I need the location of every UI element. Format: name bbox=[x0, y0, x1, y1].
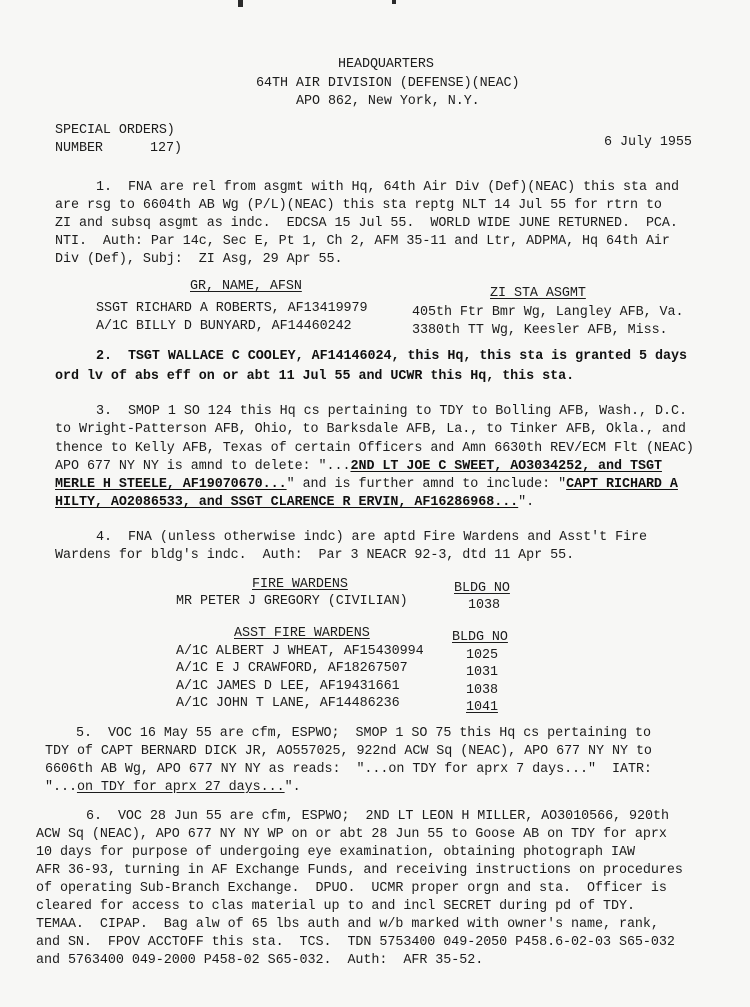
para3-line-3: thence to Kelly AFB, Texas of certain Officers and Amn 6630th REV/ECM Flt (NEAC) bbox=[55, 441, 694, 456]
order-label-number: NUMBER bbox=[55, 141, 103, 156]
para3-include-names-2: HILTY, AO2086533, and SSGT CLARENCE R ERVIN, AF16286968... bbox=[55, 495, 519, 510]
para6-line-7: TEMAA. CIPAP. Bag alw of 65 lbs auth and w/b marked with owner's name, rank, bbox=[36, 917, 659, 932]
para6-line-4: AFR 36-93, turning in AF Exchange Funds, and receiving instructions on procedures bbox=[36, 863, 683, 878]
para1-row-1-station: 405th Ftr Bmr Wg, Langley AFB, Va. bbox=[412, 305, 684, 320]
fire-wardens-bldg-heading: BLDG NO bbox=[454, 581, 510, 596]
para5-line-1: 5. VOC 16 May 55 are cfm, ESPWO; SMOP 1 SO 75 this Hq cs pertaining to bbox=[76, 726, 651, 741]
para5-line-4-open: "... bbox=[45, 780, 77, 795]
para3-line-4 bbox=[55, 460, 662, 473]
para3-delete-names: 2ND LT JOE C SWEET, AO3034252, and TSGT bbox=[350, 459, 662, 474]
para6-line-1: 6. VOC 28 Jun 55 are cfm, ESPWO; 2ND LT LEON H MILLER, AO3010566, 920th bbox=[86, 809, 669, 824]
para2-line-2: ord lv of abs eff on or abt 11 Jul 55 and UCWR this Hq, this sta. bbox=[55, 369, 575, 384]
scan-mark-top-right bbox=[392, 0, 396, 4]
para3-line-5 bbox=[55, 478, 678, 491]
header-division: 64TH AIR DIVISION (DEFENSE)(NEAC) bbox=[256, 76, 520, 91]
order-label-special: SPECIAL ORDERS) bbox=[55, 123, 175, 138]
header-address: APO 862, New York, N.Y. bbox=[296, 94, 480, 109]
asst-warden-2-name: A/1C E J CRAWFORD, AF18267507 bbox=[176, 661, 408, 676]
para5-line-3: 6606th AB Wg, APO 677 NY NY as reads: "...on TDY for aprx 7 days..." IATR: bbox=[45, 762, 652, 777]
para1-col-station: ZI STA ASGMT bbox=[490, 286, 586, 301]
para1-row-1-name: SSGT RICHARD A ROBERTS, AF13419979 bbox=[96, 301, 368, 316]
para3-include-names: CAPT RICHARD A bbox=[566, 477, 678, 492]
para5-amended-text: on TDY for aprx 27 days... bbox=[76, 780, 285, 795]
fire-warden-1-name: MR PETER J GREGORY (CIVILIAN) bbox=[176, 594, 408, 609]
asst-warden-1-bldg: 1025 bbox=[466, 648, 498, 663]
asst-fire-wardens-heading: ASST FIRE WARDENS bbox=[234, 626, 370, 641]
para3-delete-names-2: MERLE H STEELE, AF19070670... bbox=[55, 477, 287, 492]
asst-warden-2-bldg: 1031 bbox=[466, 665, 498, 680]
para3-line-1: 3. SMOP 1 SO 124 this Hq cs pertaining to TDY to Bolling AFB, Wash., D.C. bbox=[96, 404, 687, 419]
asst-warden-4-bldg: 1041 bbox=[466, 700, 498, 715]
para5-line-4-close: ". bbox=[284, 780, 301, 795]
header-org: HEADQUARTERS bbox=[338, 57, 434, 72]
fire-wardens-heading: FIRE WARDENS bbox=[252, 577, 348, 592]
asst-warden-1-name: A/1C ALBERT J WHEAT, AF15430994 bbox=[176, 644, 424, 659]
para5-line-4 bbox=[45, 781, 301, 794]
asst-warden-3-name: A/1C JAMES D LEE, AF19431661 bbox=[176, 679, 400, 694]
para1-line-1: 1. FNA are rel from asgmt with Hq, 64th Air Div (Def)(NEAC) this sta and bbox=[96, 180, 679, 195]
para3-line-6 bbox=[55, 496, 534, 509]
para1-col-grade: GR, NAME, AFSN bbox=[190, 279, 302, 294]
para6-line-3: 10 days for purpose of undergoing eye examination, obtaining photograph IAW bbox=[36, 845, 635, 860]
para2-line-1: 2. TSGT WALLACE C COOLEY, AF14146024, this Hq, this sta is granted 5 days bbox=[96, 349, 687, 364]
para5-line-2: TDY of CAPT BERNARD DICK JR, AO557025, 922nd ACW Sq (NEAC), APO 677 NY NY to bbox=[45, 744, 652, 759]
para3-line-5-text: " and is further amnd to include: " bbox=[286, 477, 567, 492]
para6-line-5: of operating Sub-Branch Exchange. DPUO. UCMR proper orgn and sta. Officer is bbox=[36, 881, 667, 896]
para1-line-2: are rsg to 6604th AB Wg (P/L)(NEAC) this sta reptg NLT 14 Jul 55 for rtrn to bbox=[55, 198, 662, 213]
para6-line-2: ACW Sq (NEAC), APO 677 NY NY WP on or abt 28 Jun 55 to Goose AB on TDY for aprx bbox=[36, 827, 667, 842]
para3-line-4-text: APO 677 NY NY is amnd to delete: "... bbox=[55, 459, 351, 474]
para6-line-6: cleared for access to clas material up to and incl SECRET during pd of TDY. bbox=[36, 899, 635, 914]
para4-line-2: Wardens for bldg's indc. Auth: Par 3 NEACR 92-3, dtd 11 Apr 55. bbox=[55, 548, 575, 563]
para1-line-5: Div (Def), Subj: ZI Asg, 29 Apr 55. bbox=[55, 252, 343, 267]
para4-line-1: 4. FNA (unless otherwise indc) are aptd Fire Wardens and Asst't Fire bbox=[96, 530, 648, 545]
scan-mark-top-left bbox=[238, 0, 243, 7]
para6-line-8: and SN. FPOV ACCTOFF this sta. TCS. TDN 5753400 049-2050 P458.6-02-03 S65-032 bbox=[36, 935, 675, 950]
fire-warden-1-bldg: 1038 bbox=[468, 598, 500, 613]
asst-fire-wardens-bldg-heading: BLDG NO bbox=[452, 630, 508, 645]
para1-row-2-name: A/1C BILLY D BUNYARD, AF14460242 bbox=[96, 319, 352, 334]
para6-line-9: and 5763400 049-2000 P458-02 S65-032. Auth: AFR 35-52. bbox=[36, 953, 484, 968]
para1-line-4: NTI. Auth: Par 14c, Sec E, Pt 1, Ch 2, AFM 35-11 and Ltr, ADPMA, Hq 64th Air bbox=[55, 234, 670, 249]
asst-warden-3-bldg: 1038 bbox=[466, 683, 498, 698]
order-date: 6 July 1955 bbox=[604, 135, 692, 150]
para1-row-2-station: 3380th TT Wg, Keesler AFB, Miss. bbox=[412, 323, 668, 338]
para3-line-2: to Wright-Patterson AFB, Ohio, to Barksdale AFB, La., to Tinker AFB, Okla., and bbox=[55, 422, 686, 437]
para1-line-3: ZI and subsq asgmt as indc. EDCSA 15 Jul 55. WORLD WIDE JUNE RETURNED. PCA. bbox=[55, 216, 678, 231]
asst-warden-4-name: A/1C JOHN T LANE, AF14486236 bbox=[176, 696, 400, 711]
para3-line-6-end: ". bbox=[518, 495, 535, 510]
order-number: 127) bbox=[150, 141, 182, 156]
